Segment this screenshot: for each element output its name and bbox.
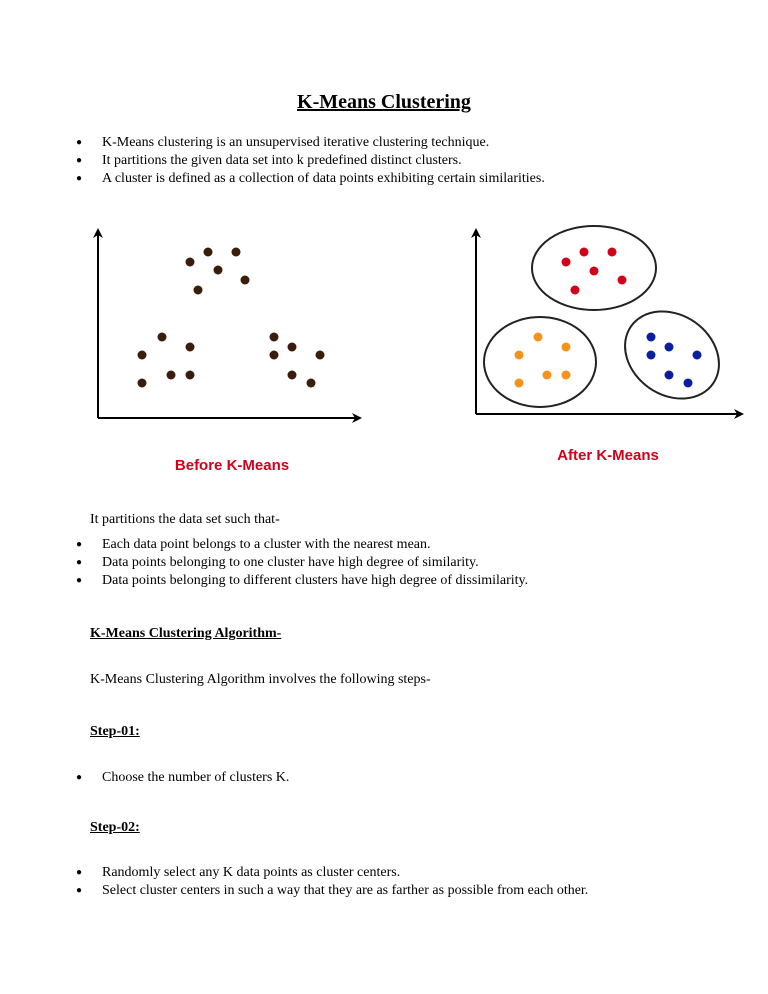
data-point-blue [647, 351, 656, 360]
data-point-orange [515, 379, 524, 388]
data-point-orange [562, 343, 571, 352]
bullet-icon: ● [76, 575, 83, 586]
step-01-bullet-list [0, 769, 289, 787]
partition-bullet-list [0, 536, 528, 590]
list-item: ● K-Means clustering is an unsupervised iterative clustering technique. [76, 135, 490, 150]
data-point [288, 343, 297, 352]
before-caption: Before K-Means [174, 457, 290, 474]
data-point [186, 343, 195, 352]
data-point [316, 351, 325, 360]
data-point [214, 266, 223, 275]
bullet-icon: ● [76, 137, 83, 148]
data-point-red [580, 248, 589, 257]
data-point [138, 379, 147, 388]
data-point-blue [665, 371, 674, 380]
data-point-orange [515, 351, 524, 360]
data-point [270, 351, 279, 360]
data-point [186, 258, 195, 267]
data-point-blue [684, 379, 693, 388]
data-point-red [608, 248, 617, 257]
data-point-orange [562, 371, 571, 380]
data-point [138, 351, 147, 360]
data-point [288, 371, 297, 380]
list-item: ● It partitions the given data set into k predefined distinct clusters. [76, 153, 462, 168]
step-02-heading: Step-02: [90, 820, 140, 835]
list-item: ● Select cluster centers in such a way that they are as farther as possible from each other. [76, 883, 589, 898]
data-point [204, 248, 213, 257]
cluster-ellipse-orange [484, 317, 596, 407]
partition-intro: It partitions the data set such that- [90, 512, 280, 527]
step-01-heading: Step-01: [90, 724, 140, 739]
before-points [138, 248, 325, 388]
list-item: ● Data points belonging to different clusters have high degree of dissimilarity. [76, 573, 529, 588]
data-point-orange [534, 333, 543, 342]
data-point [270, 333, 279, 342]
algorithm-intro: K-Means Clustering Algorithm involves the following steps- [90, 672, 431, 687]
bullet-icon: ● [76, 557, 83, 568]
bullet-icon: ● [76, 539, 83, 550]
data-point-blue [693, 351, 702, 360]
data-point [186, 371, 195, 380]
data-point-blue [647, 333, 656, 342]
data-point-red [571, 286, 580, 295]
bullet-icon: ● [76, 885, 83, 896]
cluster-ellipse-blue [608, 294, 736, 417]
data-point-red [590, 267, 599, 276]
data-point-blue [665, 343, 674, 352]
bullet-icon: ● [76, 173, 83, 184]
data-point-red [618, 276, 627, 285]
list-item: ● Data points belonging to one cluster have high degree of similarity. [76, 555, 479, 570]
bullet-icon: ● [76, 867, 83, 878]
list-item: ● Each data point belongs to a cluster with the nearest mean. [76, 537, 431, 552]
data-point-orange [543, 371, 552, 380]
bullet-icon: ● [76, 772, 83, 783]
list-item: ● A cluster is defined as a collection of data points exhibiting certain similarities. [76, 171, 545, 186]
list-item: ● Randomly select any K data points as cluster centers. [76, 865, 401, 880]
data-point-red [562, 258, 571, 267]
step-02-bullet-list [0, 864, 588, 900]
data-point [194, 286, 203, 295]
after-caption: After K-Means [557, 447, 659, 464]
data-point [158, 333, 167, 342]
algorithm-heading: K-Means Clustering Algorithm- [90, 626, 282, 641]
data-point [307, 379, 316, 388]
list-item: ● Choose the number of clusters K. [76, 770, 290, 785]
data-point [241, 276, 250, 285]
kmeans-figure [0, 0, 768, 480]
bullet-icon: ● [76, 155, 83, 166]
data-point [167, 371, 176, 380]
page-title: K-Means Clustering [297, 91, 471, 113]
data-point [232, 248, 241, 257]
